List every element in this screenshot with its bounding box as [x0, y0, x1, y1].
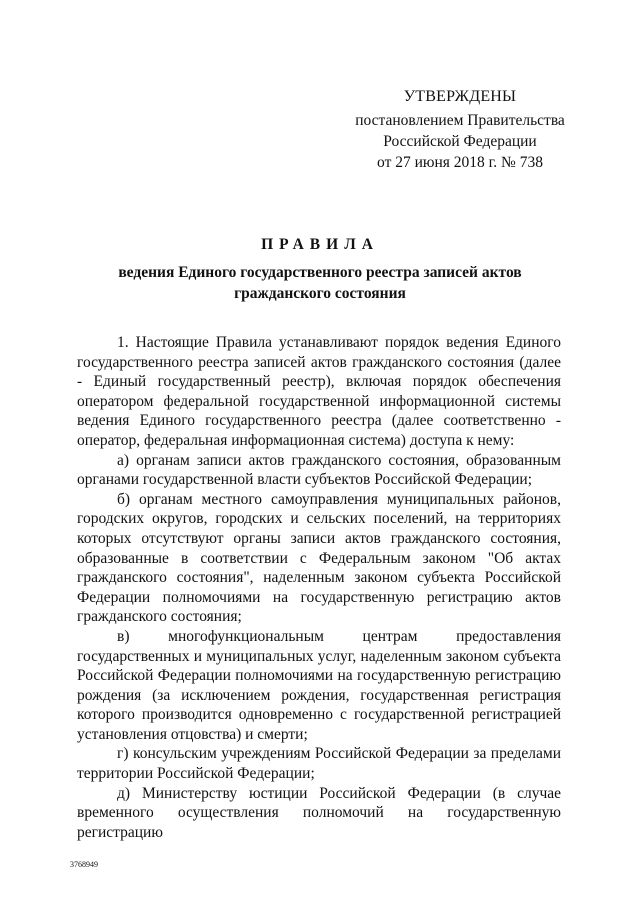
document-body — [77, 333, 561, 842]
document-subtitle: ведения Единого государственного реестра записей актов гражданского состояния — [118, 264, 522, 302]
approved-line-3: от 27 июня 2018 г. № 738 — [377, 154, 543, 171]
paragraph-g: г) консульским учреждениям Российской Федерации за пределами территории Российской Федерации; — [77, 745, 561, 783]
paragraph-d: д) Министерству юстиции Российской Федерации (в случае временного осуществления полномочий на государственную регистрацию — [77, 784, 561, 841]
document-title: ПРАВИЛА — [261, 236, 379, 253]
paragraph-1: 1. Настоящие Правила устанавливают порядок ведения Единого государственного реестра записей актов гражданского состояния (далее - Единый государственный реестр), включая порядок обеспечения оператором федеральной государственной информационной системы ведения Единого государственного реестра (далее соответственно - оператор, федеральная информационная система) доступа к нему: — [77, 334, 561, 449]
approved-line-2: Российской Федерации — [383, 133, 537, 150]
approved-heading: УТВЕРЖДЕНЫ — [403, 88, 517, 105]
paragraph-b: б) органам местного самоуправления муниципальных районов, городских округов, городских и сельских поселений, на территориях которых отсутствуют органы записи актов гражданского состояния, образованные в соответствии с Федеральным законом "Об актах гражданского состояния", наделенным законом субъекта Российской Федерации полномочиями на государственную регистрацию актов гражданского состояния; — [77, 490, 561, 626]
paragraph-v: в) многофункциональным центрам предоставления государственных и муниципальных услуг, наделенным законом субъекта Российской Федерации полномочиями на государственную регистрацию рождения (за исключением рождения, государственная регистрация которого производится одновременно с государственной регистрацией установления отцовства) и смерти; — [77, 627, 561, 743]
document-number: 3768949 — [70, 860, 98, 869]
approval-block — [330, 86, 590, 173]
approved-line-1: постановлением Правительства — [355, 112, 565, 129]
paragraph-a: а) органам записи актов гражданского состояния, образованным органами государственной власти субъектов Российской Федерации; — [77, 451, 561, 489]
